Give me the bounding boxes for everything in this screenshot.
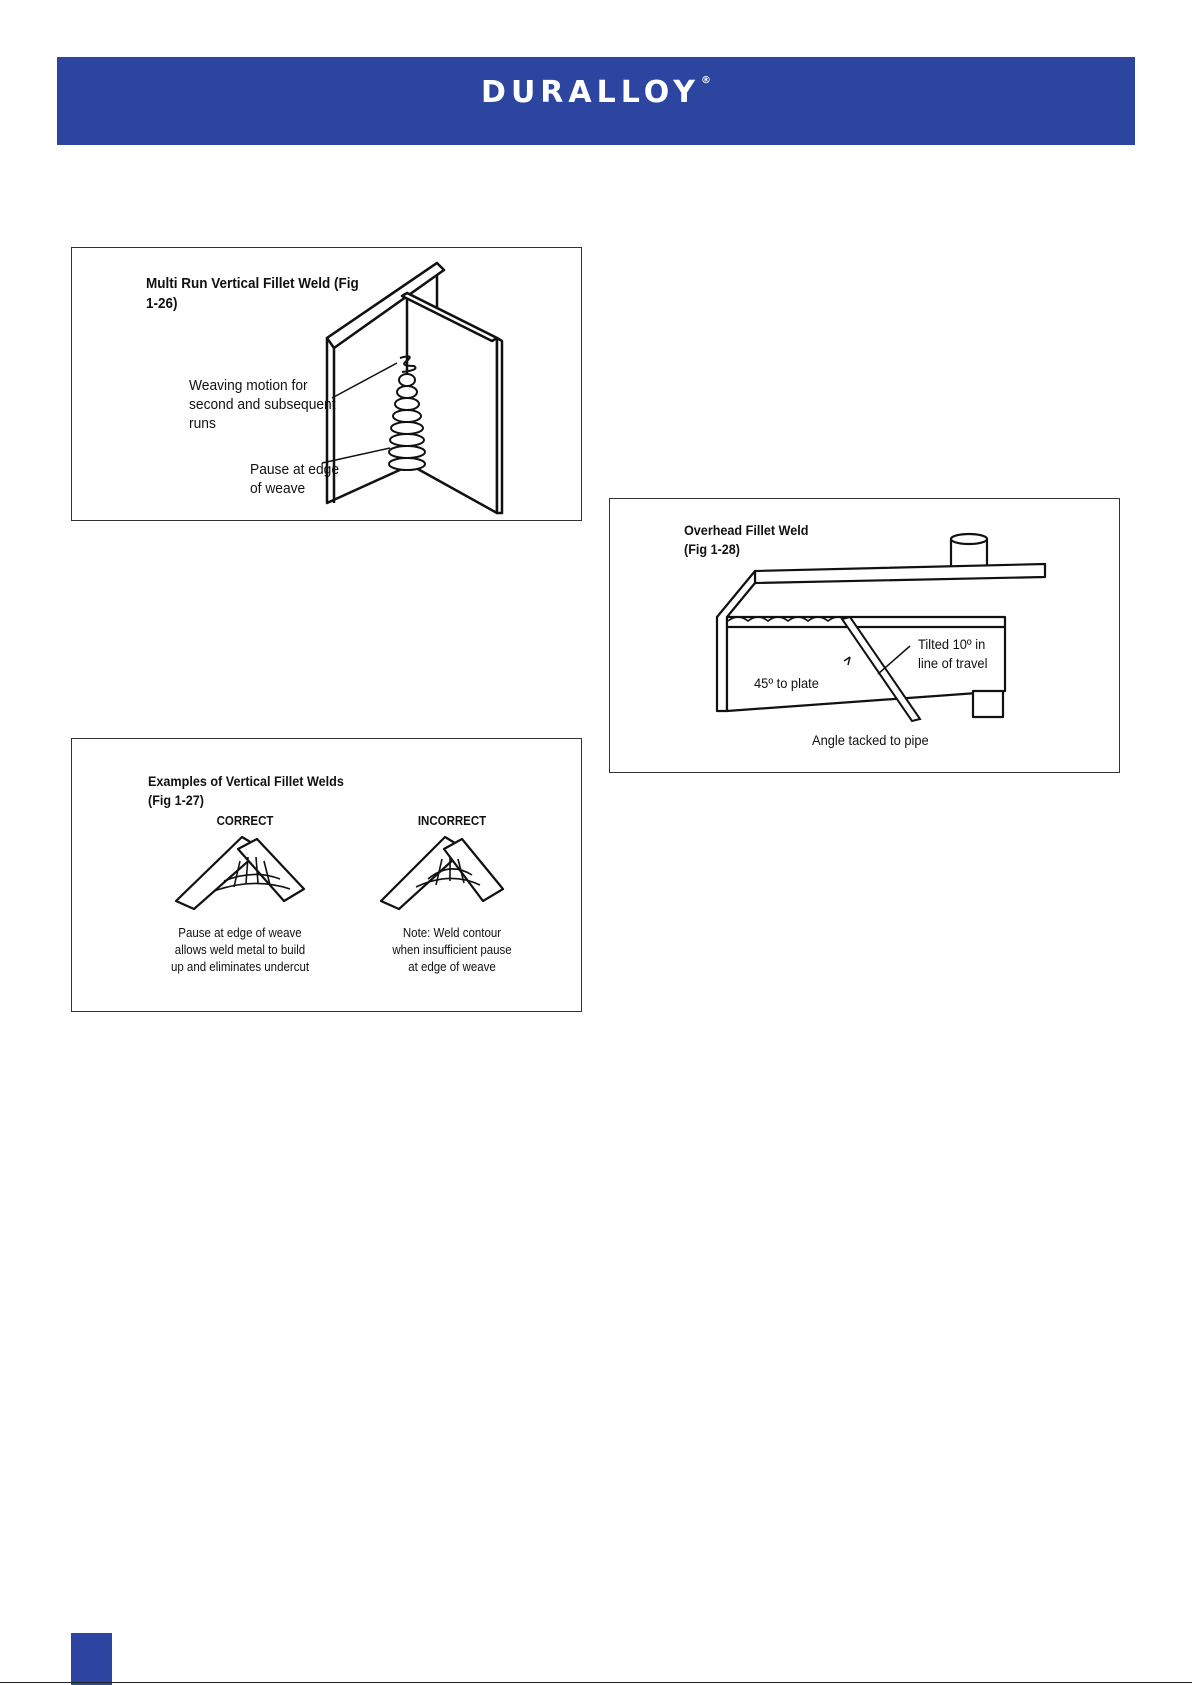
figure-1-26: [71, 247, 582, 521]
pause-edge-label: Pause at edge of weave: [250, 461, 340, 497]
figure-1-28: [609, 498, 1120, 773]
header-banner: [57, 57, 1135, 145]
correct-caption: Pause at edge of weave allows weld metal to build up and eliminates undercut: [170, 926, 310, 974]
tilted-label: Tilted 10º in line of travel: [918, 636, 988, 671]
angle-to-plate-label: 45º to plate: [754, 675, 819, 691]
registered-mark: ®: [700, 75, 711, 86]
figure-title: Overhead Fillet Weld (Fig 1-28): [684, 522, 809, 557]
bottom-rule: [0, 1682, 1192, 1683]
correct-heading: CORRECT: [216, 814, 274, 828]
incorrect-caption: Note: Weld contour when insufficient pause at edge of weave: [392, 926, 512, 974]
figure-title: Examples of Vertical Fillet Welds (Fig 1-27): [148, 773, 344, 808]
brand-logo: [57, 75, 1135, 110]
figure-1-27: [71, 738, 582, 1012]
page-tab: [71, 1633, 112, 1685]
figure-title: Multi Run Vertical Fillet Weld (Fig 1-26): [146, 275, 359, 312]
incorrect-heading: INCORRECT: [417, 814, 487, 828]
pipe-tack-label: Angle tacked to pipe: [812, 732, 929, 748]
logo-text: DURALLOY: [481, 75, 700, 110]
weaving-motion-label: Weaving motion for second and subsequent runs: [189, 377, 336, 432]
